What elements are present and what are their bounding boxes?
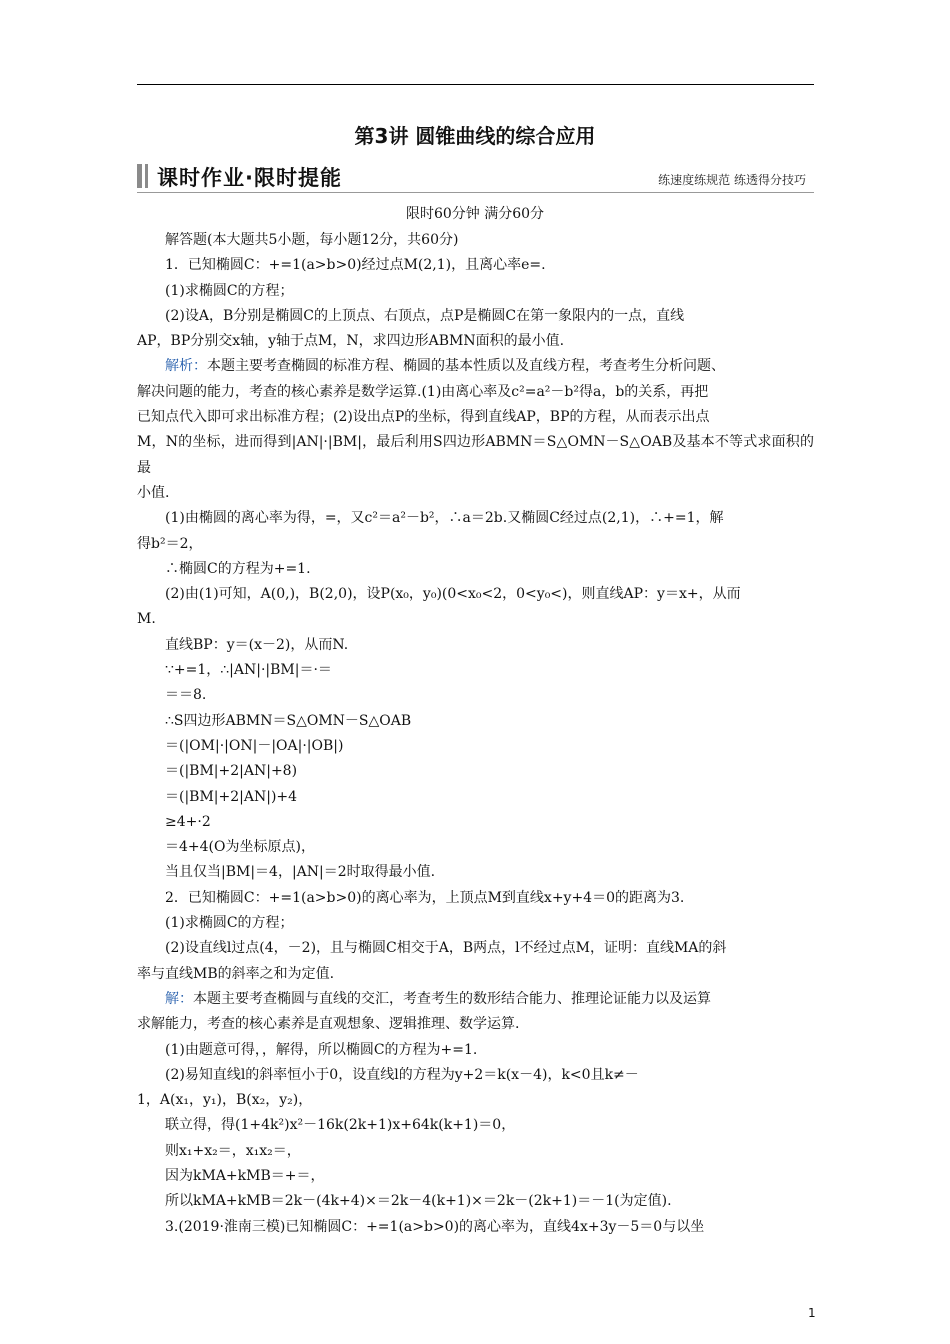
text-line (137, 785, 814, 810)
text-line (137, 683, 814, 708)
line-text: 解决问题的能力，考查的核心素养是数学运算.(1)由离心率及c²=a²－b²得a，b的关系，再把 (137, 383, 709, 400)
line-text: 2．已知椭圆C：+=1(a>b>0)的离心率为，上顶点M到直线x+y+4＝0的距离为3. (165, 889, 685, 906)
text-line (137, 1215, 814, 1240)
text-line (137, 253, 814, 278)
line-text: M，N的坐标，进而得到|AN|·|BM|，最后利用S四边形ABMN＝S△OMN－S△OAB及基本不等式求面积的最 (137, 434, 814, 476)
line-text: AP，BP分别交x轴，y轴于点M，N，求四边形ABMN面积的最小值. (137, 333, 565, 350)
text-line (137, 582, 814, 607)
text-line (137, 481, 814, 506)
text-line (137, 607, 814, 632)
line-text: (2)设直线l过点(4，－2)，且与椭圆C相交于A，B两点，l不经过点M，证明：直线MA的斜 (165, 940, 727, 957)
banner-underline (137, 192, 814, 193)
line-text: 因为kMA+kMB＝+＝， (165, 1167, 325, 1184)
line-text: 联立得，得(1+4k²)x²－16k(2k+1)x+64k(k+1)＝0， (165, 1117, 516, 1134)
line-text: 所以kMA+kMB＝2k－(4k+4)×＝2k－4(k+1)×＝2k－(2k+1)＝－1(为定值). (165, 1193, 672, 1210)
line-text: ＝＝8. (165, 687, 207, 704)
line-text: ＝(|BM|+2|AN|+8) (165, 763, 298, 780)
text-line (137, 1164, 814, 1189)
line-text: 直线BP：y＝(x－2)，从而N. (165, 636, 349, 653)
text-line (137, 228, 814, 253)
line-text: ∴S四边形ABMN＝S△OMN－S△OAB (165, 712, 412, 729)
text-line (137, 911, 814, 936)
banner-bar-icon (137, 164, 142, 188)
line-text: ＝4+4(O为坐标原点)， (165, 839, 315, 856)
text-line (137, 354, 814, 379)
text-line (137, 430, 814, 481)
page-number: 1 (808, 1306, 816, 1320)
line-text: 本题主要考查椭圆与直线的交汇，考查考生的数形结合能力、推理论证能力以及运算 (193, 990, 711, 1007)
line-text: 1，A(x₁，y₁)，B(x₂，y₂)， (137, 1092, 313, 1109)
text-line (137, 279, 814, 304)
text-line (137, 633, 814, 658)
banner-bar-icon (145, 164, 148, 188)
section-banner (137, 160, 814, 194)
text-line (137, 962, 814, 987)
text-line (137, 936, 814, 961)
text-line (137, 1189, 814, 1214)
text-line (137, 987, 814, 1012)
text-line (137, 506, 814, 531)
answer-label: 解： (165, 990, 193, 1007)
text-line (137, 1113, 814, 1138)
line-text: ＝(|BM|+2|AN|)+4 (165, 788, 298, 805)
top-rule (137, 84, 814, 85)
text-line (137, 835, 814, 860)
line-text: 求解能力，考查的核心素养是直观想象、逻辑推理、数学运算. (137, 1016, 520, 1033)
text-line (137, 860, 814, 885)
line-text: (1)由题意可得，，解得，所以椭圆C的方程为+=1. (165, 1041, 478, 1058)
line-text: (2)设A，B分别是椭圆C的上顶点、右顶点，点P是椭圆C在第一象限内的一点，直线 (165, 307, 685, 324)
text-line (137, 329, 814, 354)
line-text: 当且仅当|BM|＝4，|AN|＝2时取得最小值. (165, 864, 436, 881)
line-text: 得b²＝2， (137, 535, 203, 552)
line-text: 1．已知椭圆C：+=1(a>b>0)经过点M(2,1)，且离心率e=. (165, 257, 546, 274)
line-text: M. (137, 611, 156, 628)
line-text: ∴椭圆C的方程为+=1. (165, 560, 311, 577)
text-line (137, 380, 814, 405)
line-text: (1)求椭圆C的方程； (165, 282, 294, 299)
text-line (137, 532, 814, 557)
line-text: 小值. (137, 484, 170, 501)
line-text: 率与直线MB的斜率之和为定值. (137, 965, 335, 982)
line-text: ＝(|OM|·|ON|－|OA|·|OB|) (165, 737, 344, 754)
text-line (137, 405, 814, 430)
line-text: 已知点代入即可求出标准方程；(2)设出点P的坐标，得到直线AP，BP的方程，从而表示出点 (137, 409, 710, 426)
text-line (137, 759, 814, 784)
text-line (137, 658, 814, 683)
line-text: (2)由(1)可知，A(0,)，B(2,0)，设P(x₀，y₀)(0<x₀<2，0<y₀<)，则直线AP：y＝x+，从而 (165, 586, 741, 603)
line-text: 解答题(本大题共5小题，每小题12分，共60分) (165, 232, 459, 248)
answer-label: 解析： (165, 358, 207, 375)
line-text: (2)易知直线l的斜率恒小于0，设直线l的方程为y+2＝k(x－4)，k<0且k≠－ (165, 1066, 639, 1083)
text-line (137, 304, 814, 329)
line-text: (1)求椭圆C的方程； (165, 915, 294, 932)
text-line (137, 557, 814, 582)
line-text: ∵+=1，∴|AN|·|BM|＝·＝ (165, 662, 332, 679)
text-line (137, 810, 814, 835)
line-text: 本题主要考查椭圆的标准方程、椭圆的基本性质以及直线方程，考查考生分析问题、 (207, 358, 725, 375)
text-line (137, 734, 814, 759)
line-text: 3.(2019·淮南三模)已知椭圆C：+=1(a>b>0)的离心率为，直线4x+3y－5＝0与以坐 (165, 1218, 705, 1235)
document-body (137, 228, 814, 1240)
line-text: ≥4+·2 (165, 813, 211, 830)
page-title: 第3讲 圆锥曲线的综合应用 (354, 124, 596, 148)
text-line (137, 1012, 814, 1037)
text-line (137, 886, 814, 911)
banner-title: 课时作业·限时提能 (157, 166, 342, 190)
banner-tagline: 练速度练规范 练透得分技巧 (658, 173, 806, 187)
time-score-info: 限时60分钟 满分60分 (405, 206, 545, 222)
line-text: (1)由椭圆的离心率为得，=，又c²＝a²－b²，∴a＝2b.又椭圆C经过点(2,1)，∴+=1，解 (165, 510, 724, 527)
text-line (137, 1088, 814, 1113)
text-line (137, 1063, 814, 1088)
text-line (137, 1139, 814, 1164)
text-line (137, 1038, 814, 1063)
line-text: 则x₁+x₂＝，x₁x₂＝， (165, 1142, 301, 1159)
text-line (137, 709, 814, 734)
